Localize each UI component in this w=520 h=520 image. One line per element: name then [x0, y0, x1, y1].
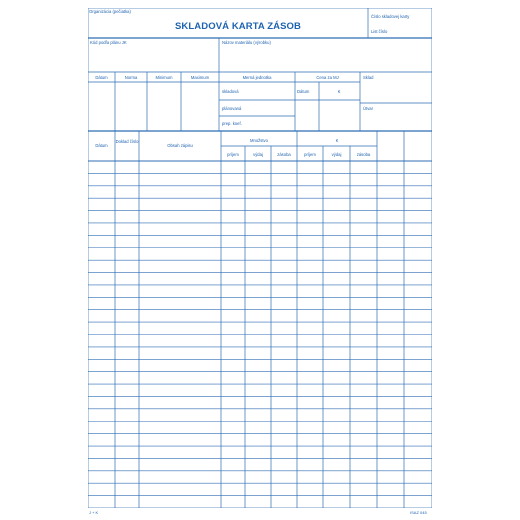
info-maximum-header: Maximum	[190, 75, 210, 80]
price-header: Cena za MJ	[316, 75, 339, 80]
ledger-document-header: Doklad číslo	[115, 139, 139, 144]
outer-frame	[88, 8, 432, 508]
qty-issue-header: výdaj	[253, 152, 263, 157]
quantity-group-header: Množstvo	[250, 138, 268, 143]
amt-receipt-header: príjem	[304, 152, 316, 157]
info-norm-header: Norma	[124, 75, 138, 80]
plan-code-label: Kód podľa plánu JK	[90, 40, 127, 45]
card-number-label: Číslo skladovej karty	[371, 14, 410, 19]
ledger-content-header: Obsah zápisu	[167, 143, 193, 148]
unit-header: Merná jednotka	[242, 75, 272, 80]
department-label: Útvar	[363, 106, 374, 111]
material-name-label: Názov materiálu (výrobku)	[222, 40, 271, 45]
footer-form-code: ISAZ 045	[410, 510, 427, 515]
amt-balance-header: zásoba	[356, 152, 371, 157]
conversion-label: prep. koef.	[222, 121, 242, 126]
planned-unit-label: plánovaná	[222, 106, 242, 111]
footer-left-mark: J + K	[89, 510, 99, 515]
inventory-card-form	[88, 8, 432, 515]
qty-receipt-header: príjem	[227, 152, 239, 157]
organization-label: Organizácia (pečiatka)	[89, 9, 131, 14]
amount-group-header: €	[335, 138, 339, 143]
sheet-number-label: List číslo	[371, 29, 388, 34]
qty-balance-header: zásoba	[277, 152, 291, 157]
amt-issue-header: výdaj	[331, 152, 342, 157]
ledger-date-header: Dátum	[95, 143, 108, 148]
info-date-header: Dátum	[95, 75, 108, 80]
form-grid	[88, 8, 432, 508]
stock-unit-label: skladová	[222, 89, 239, 94]
price-date-label: Dátum	[297, 89, 310, 94]
price-currency-label: €	[338, 89, 341, 94]
info-minimum-header: Minimum	[155, 75, 173, 80]
page-title: SKLADOVÁ KARTA ZÁSOB	[174, 21, 302, 32]
warehouse-label: Sklad	[363, 75, 374, 80]
